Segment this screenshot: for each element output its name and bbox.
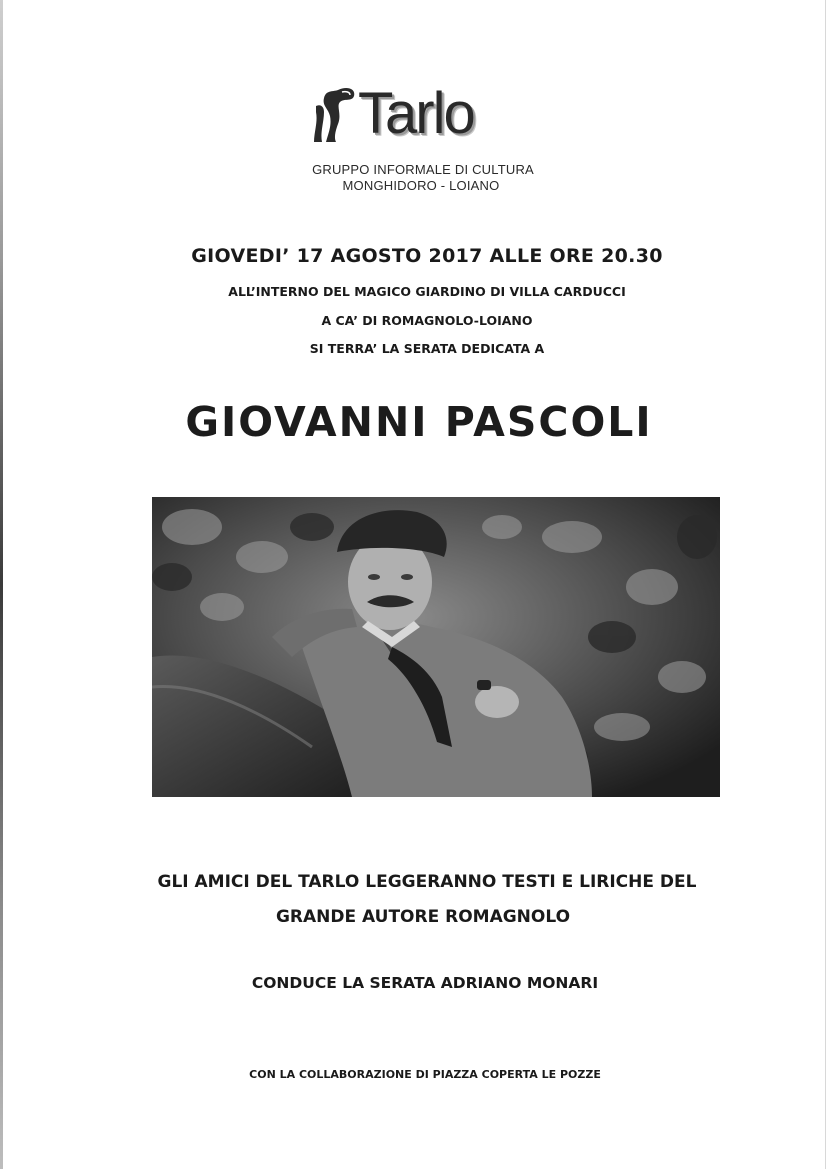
event-dedication: SI TERRA’ LA SERATA DEDICATA A	[309, 341, 545, 356]
portrait-illustration	[152, 497, 720, 797]
subtitle-line-1: GRUPPO INFORMALE DI CULTURA	[312, 162, 534, 177]
portrait-photo	[152, 497, 720, 797]
event-venue: ALL’INTERNO DEL MAGICO GIARDINO DI VILLA CARDUCCI	[228, 284, 626, 299]
description-line-2: GRANDE AUTORE ROMAGNOLO	[275, 907, 571, 927]
subtitle-line-2: MONGHIDORO - LOIANO	[342, 178, 500, 193]
page-title: GIOVANNI PASCOLI	[185, 398, 653, 446]
logo-text: Tarlo	[358, 81, 474, 146]
event-date: GIOVEDI’ 17 AGOSTO 2017 ALLE ORE 20.30	[191, 245, 663, 267]
event-place: A CA’ DI ROMAGNOLO-LOIANO	[321, 313, 533, 328]
scan-edge-left	[0, 0, 3, 1169]
logo	[300, 82, 550, 146]
collaboration-line: CON LA COLLABORAZIONE DI PIAZZA COPERTA LE POZZE	[249, 1068, 601, 1081]
worm-figure-icon	[308, 84, 364, 144]
host-line: CONDUCE LA SERATA ADRIANO MONARI	[251, 974, 599, 992]
description-line-1: GLI AMICI DEL TARLO LEGGERANNO TESTI E LIRICHE DEL	[157, 872, 697, 892]
